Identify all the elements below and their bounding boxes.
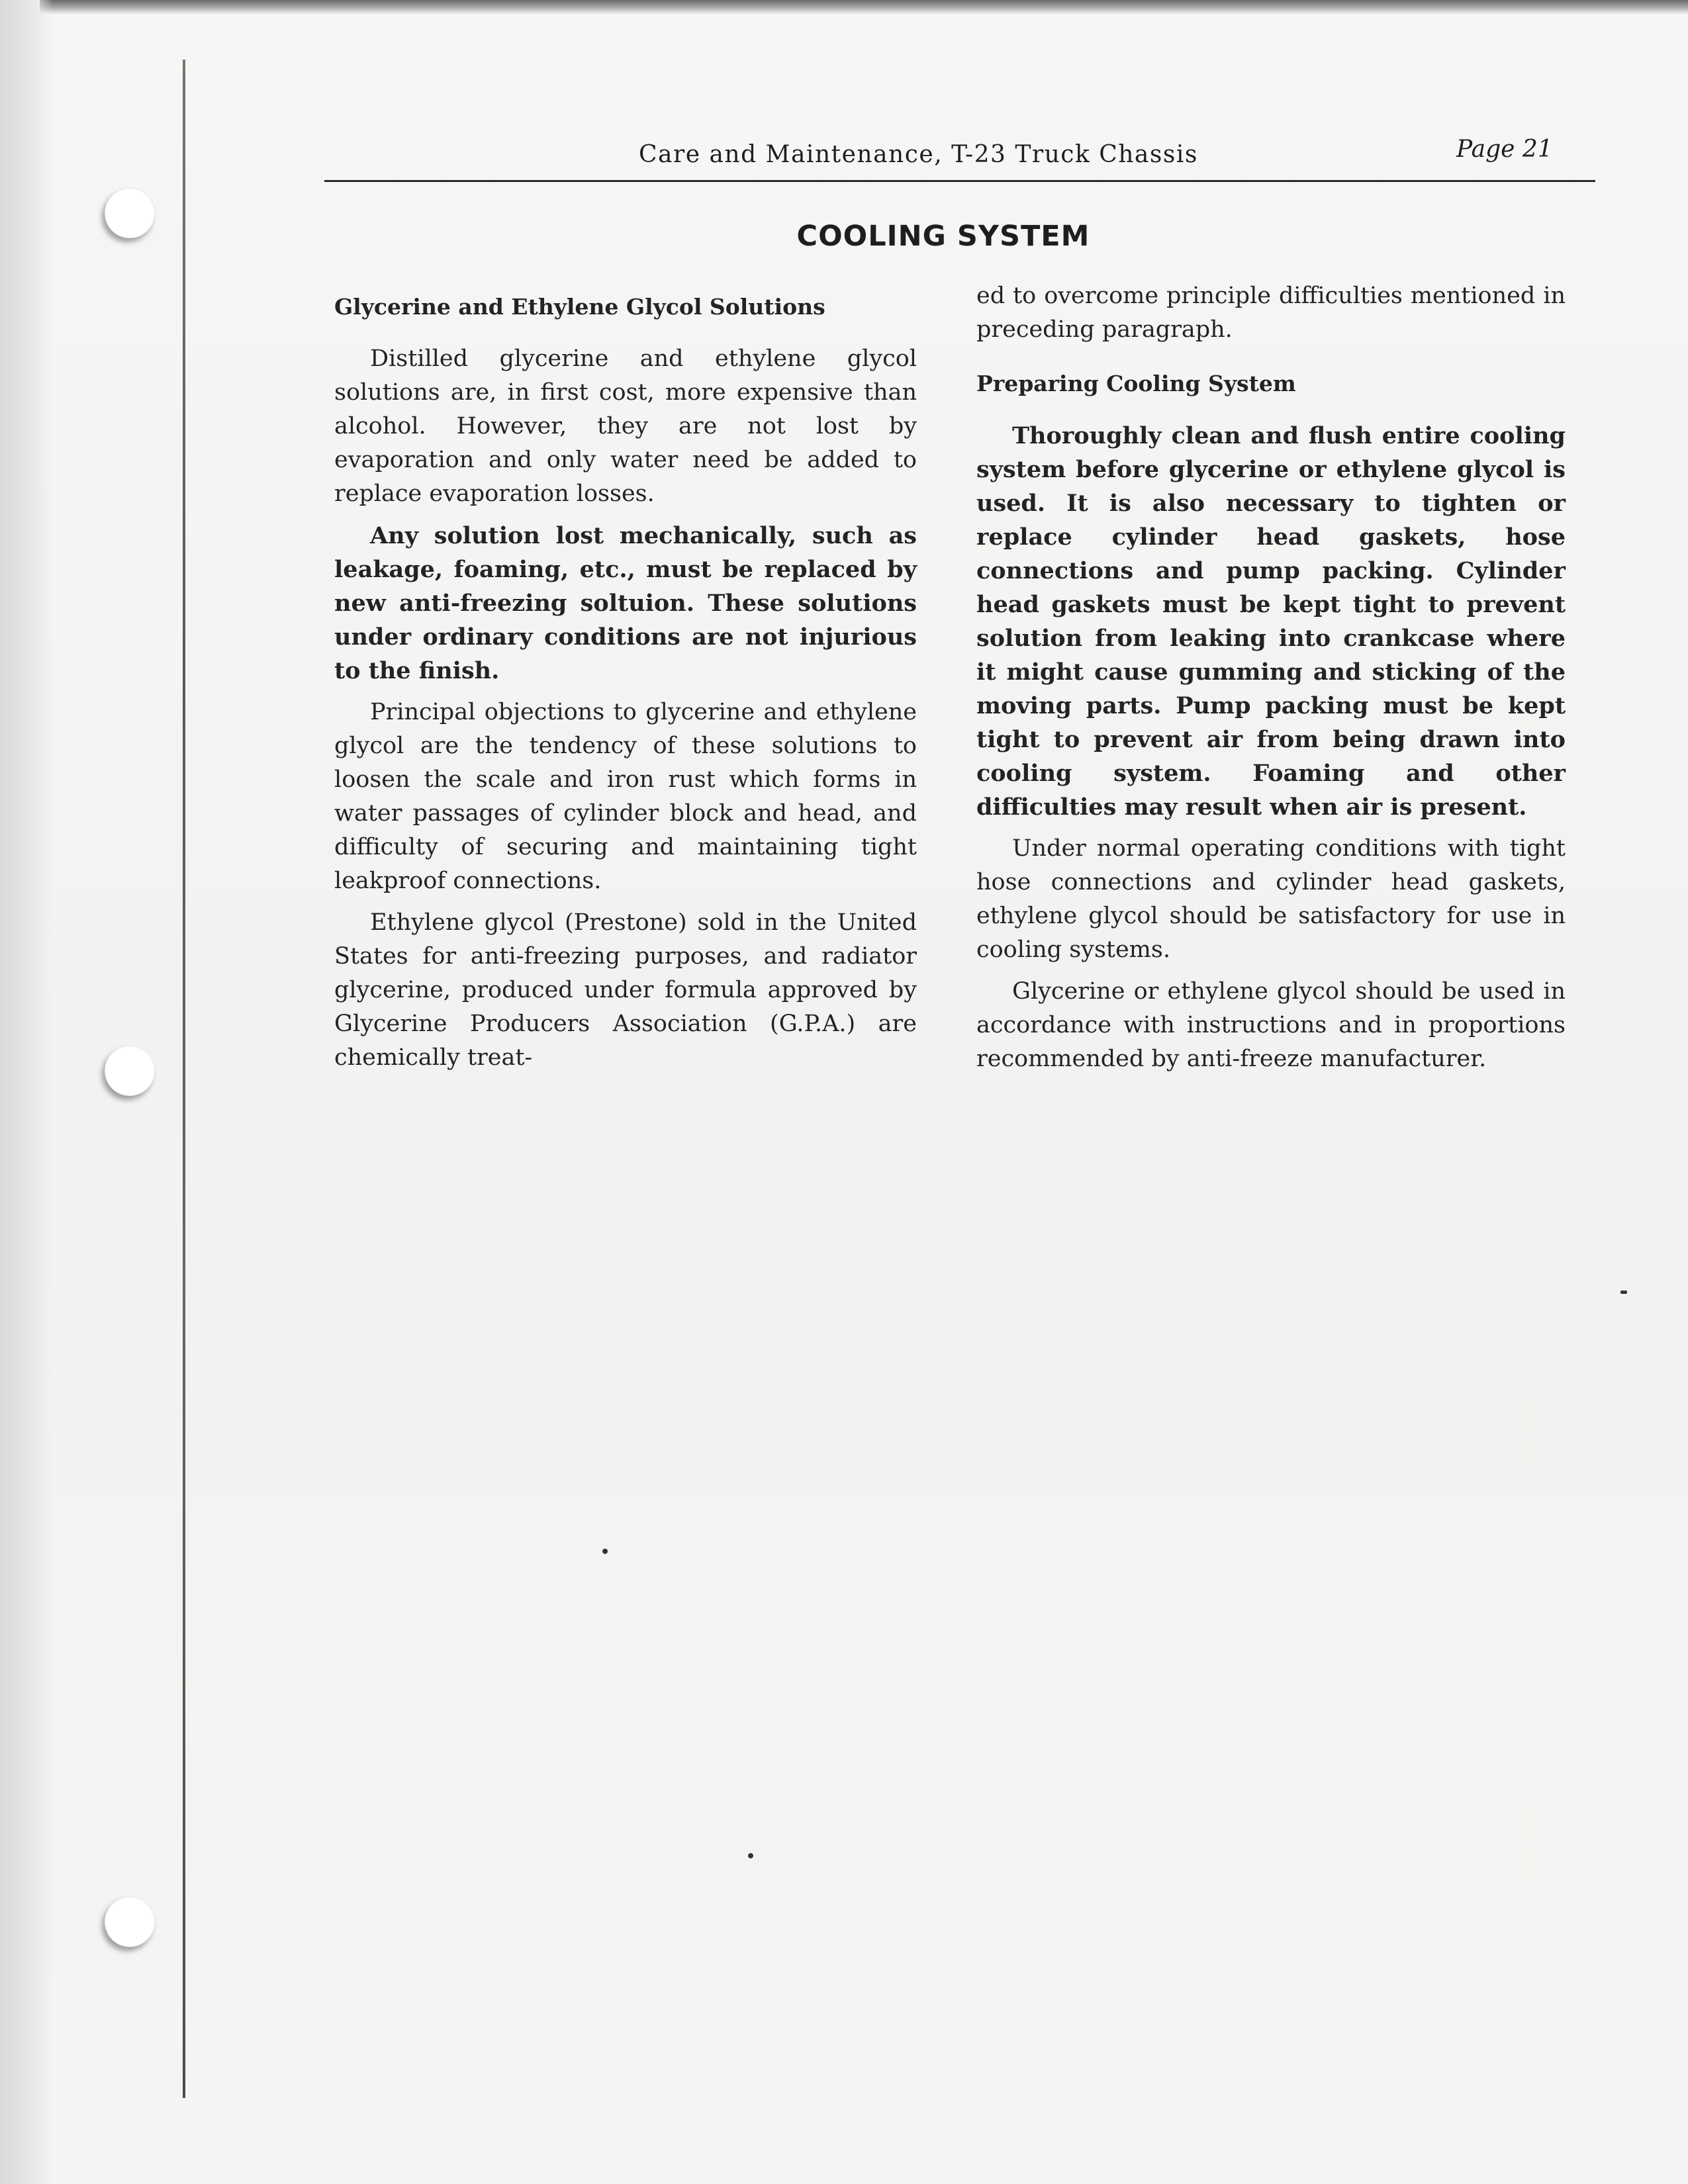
paragraph: Principal objections to glycerine and ethylene glycol are the tendency of these solutions to loosen the scale and iron rust which forms in water passages of cylinder block and head, and difficulty of securing and maintaining tight leakproof connections. xyxy=(334,699,917,894)
left-column xyxy=(334,290,917,1083)
paragraph: Under normal operating conditions with tight hose connections and cylinder head gaskets, ethylene glycol should be satisfactory for use in cooling systems. xyxy=(976,835,1566,963)
section-title: COOLING SYSTEM xyxy=(796,220,1090,253)
paragraph: Glycerine or ethylene glycol should be used in accordance with instructions and in proportions recommended by anti-freeze manufacturer. xyxy=(976,978,1566,1072)
paragraph: Any solution lost mechanically, such as leakage, foaming, etc., must be replaced by new anti-freezing soltuion. These solutions under ordinary conditions are not injurious to the finish. xyxy=(334,522,917,684)
left-column-heading: Glycerine and Ethylene Glycol Solutions xyxy=(334,294,825,320)
punch-hole-icon xyxy=(105,1046,155,1096)
running-title: Care and Maintenance, T-23 Truck Chassis xyxy=(639,141,1198,168)
scan-speck xyxy=(748,1853,753,1858)
scan-speck xyxy=(602,1549,608,1554)
paragraph: Thoroughly clean and flush entire cooling system before glycerine or ethylene glycol is used. It is also necessary to tighten or replace cylinder head gaskets, hose connections and pump packing. Cylinder head gaskets must be kept tight to prevent solution from leaking into crankcase where it might cause gumming and sticking of the moving parts. Pump packing must be kept tight to prevent air from being drawn into cooling system. Foaming and other difficulties may result when air is present. xyxy=(976,422,1566,821)
running-header xyxy=(0,136,1688,175)
punch-hole-icon xyxy=(105,1897,155,1947)
right-column xyxy=(976,279,1566,1084)
page-number: Page 21 xyxy=(1456,136,1553,163)
binding-line xyxy=(183,60,185,2098)
header-rule xyxy=(324,180,1595,182)
scan-speck xyxy=(1620,1291,1627,1294)
paragraph: Ethylene glycol (Prestone) sold in the United States for anti-freezing purposes, and radiator glycerine, produced under formula approved by Glycerine Producers Association (G.P.A.) are chemically treat- xyxy=(334,909,917,1071)
paragraph: Distilled glycerine and ethylene glycol solutions are, in first cost, more expensive than alcohol. However, they are not lost by evaporation and only water need be added to replace evaporation losses. xyxy=(334,345,917,507)
continuation-paragraph: ed to overcome principle difficulties mentioned in preceding paragraph. xyxy=(976,283,1566,343)
scan-top-edge xyxy=(40,0,1688,15)
right-column-heading: Preparing Cooling System xyxy=(976,371,1296,396)
scan-left-edge xyxy=(0,0,53,2184)
